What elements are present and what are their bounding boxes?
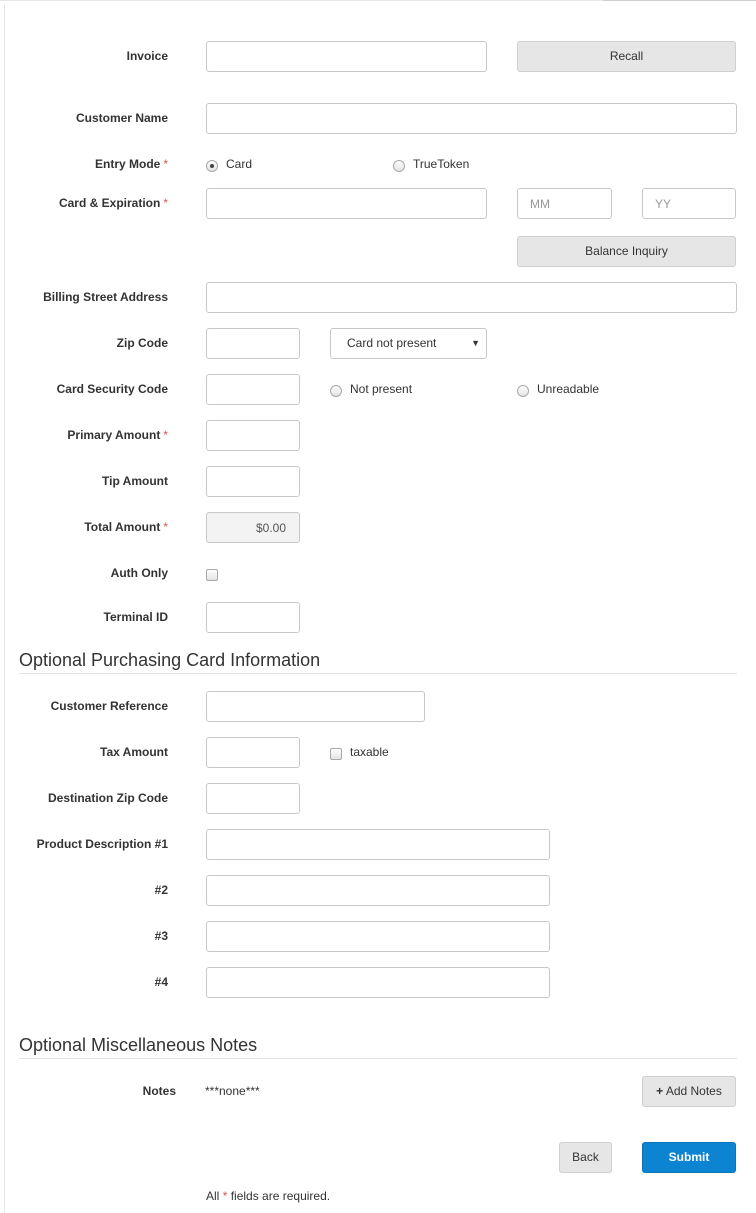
card-number-input[interactable]: [206, 188, 487, 219]
terminal-id-input[interactable]: [206, 602, 300, 633]
entry-mode-truetoken-label: TrueToken: [413, 157, 470, 171]
tip-amount-input[interactable]: [206, 466, 300, 497]
auth-only-checkbox[interactable]: [206, 569, 218, 581]
recall-button[interactable]: Recall: [517, 41, 736, 72]
security-code-input[interactable]: [206, 374, 300, 405]
invoice-label: Invoice: [126, 49, 168, 63]
product-description-3-label: #3: [154, 929, 168, 943]
notes-value: ***none***: [205, 1084, 260, 1098]
customer-reference-input[interactable]: [206, 691, 425, 722]
card-presence-value: Card not present: [347, 336, 437, 350]
security-unreadable-label: Unreadable: [537, 382, 600, 396]
required-note-marker: *: [222, 1189, 228, 1203]
primary-amount-input[interactable]: [206, 420, 300, 451]
entry-mode-card-label: Card: [226, 157, 253, 171]
total-amount-label: Total Amount *: [84, 520, 168, 534]
customer-reference-label: Customer Reference: [50, 699, 168, 713]
card-presence-select[interactable]: [330, 328, 487, 359]
taxable-checkbox[interactable]: [330, 748, 342, 760]
product-description-4-label: #4: [154, 975, 168, 989]
entry-mode-truetoken-radio[interactable]: [393, 160, 405, 172]
required-fields-note: [206, 1189, 330, 1203]
notes-section-divider: [19, 1058, 737, 1059]
add-notes-button[interactable]: [642, 1076, 736, 1107]
product-description-1-input[interactable]: [206, 829, 550, 860]
product-description-2-input[interactable]: [206, 875, 550, 906]
destination-zip-input[interactable]: [206, 783, 300, 814]
balance-inquiry-button[interactable]: Balance Inquiry: [517, 236, 736, 267]
notes-section-title: Optional Miscellaneous Notes: [19, 1035, 258, 1055]
security-not-present-radio[interactable]: [330, 385, 342, 397]
required-note-suffix: fields are required.: [230, 1189, 331, 1203]
security-not-present-label: Not present: [350, 382, 413, 396]
auth-only-label: Auth Only: [110, 566, 168, 580]
destination-zip-label: Destination Zip Code: [48, 791, 168, 805]
chevron-down-icon: ▼: [471, 338, 480, 348]
exp-month-input[interactable]: [517, 188, 612, 219]
zip-code-label: Zip Code: [116, 336, 168, 350]
billing-street-label: Billing Street Address: [43, 290, 168, 304]
plus-icon: +: [656, 1084, 664, 1098]
back-button[interactable]: Back: [559, 1142, 612, 1173]
required-note-prefix: All: [206, 1189, 220, 1203]
window-tab-edge: [603, 0, 756, 1]
security-unreadable-radio[interactable]: [517, 385, 529, 397]
card-expiration-label: Card & Expiration *: [58, 196, 168, 210]
zip-code-input[interactable]: [206, 328, 300, 359]
window-left-border: [4, 5, 5, 1213]
invoice-input[interactable]: [206, 41, 487, 72]
taxable-label: taxable: [350, 745, 389, 759]
product-description-1-label: Product Description #1: [36, 837, 168, 851]
purchasing-section-title: Optional Purchasing Card Information: [19, 650, 321, 670]
billing-street-input[interactable]: [206, 282, 737, 313]
submit-button[interactable]: Submit: [642, 1142, 736, 1173]
primary-amount-label: Primary Amount *: [67, 428, 168, 442]
customer-name-label: Customer Name: [75, 111, 168, 125]
tax-amount-input[interactable]: [206, 737, 300, 768]
product-description-4-input[interactable]: [206, 967, 550, 998]
exp-year-input[interactable]: [642, 188, 736, 219]
tax-amount-label: Tax Amount: [100, 745, 168, 759]
tip-amount-label: Tip Amount: [102, 474, 168, 488]
entry-mode-label: Entry Mode *: [94, 157, 168, 171]
product-description-3-input[interactable]: [206, 921, 550, 952]
entry-mode-card-radio[interactable]: [206, 160, 218, 172]
product-description-2-label: #2: [154, 883, 168, 897]
add-notes-label: Add Notes: [665, 1084, 722, 1098]
total-amount-field: [206, 512, 300, 543]
security-code-label: Card Security Code: [56, 382, 168, 396]
customer-name-input[interactable]: [206, 103, 737, 134]
terminal-id-label: Terminal ID: [103, 610, 168, 624]
purchasing-section-divider: [19, 673, 737, 674]
notes-label: Notes: [142, 1084, 176, 1098]
